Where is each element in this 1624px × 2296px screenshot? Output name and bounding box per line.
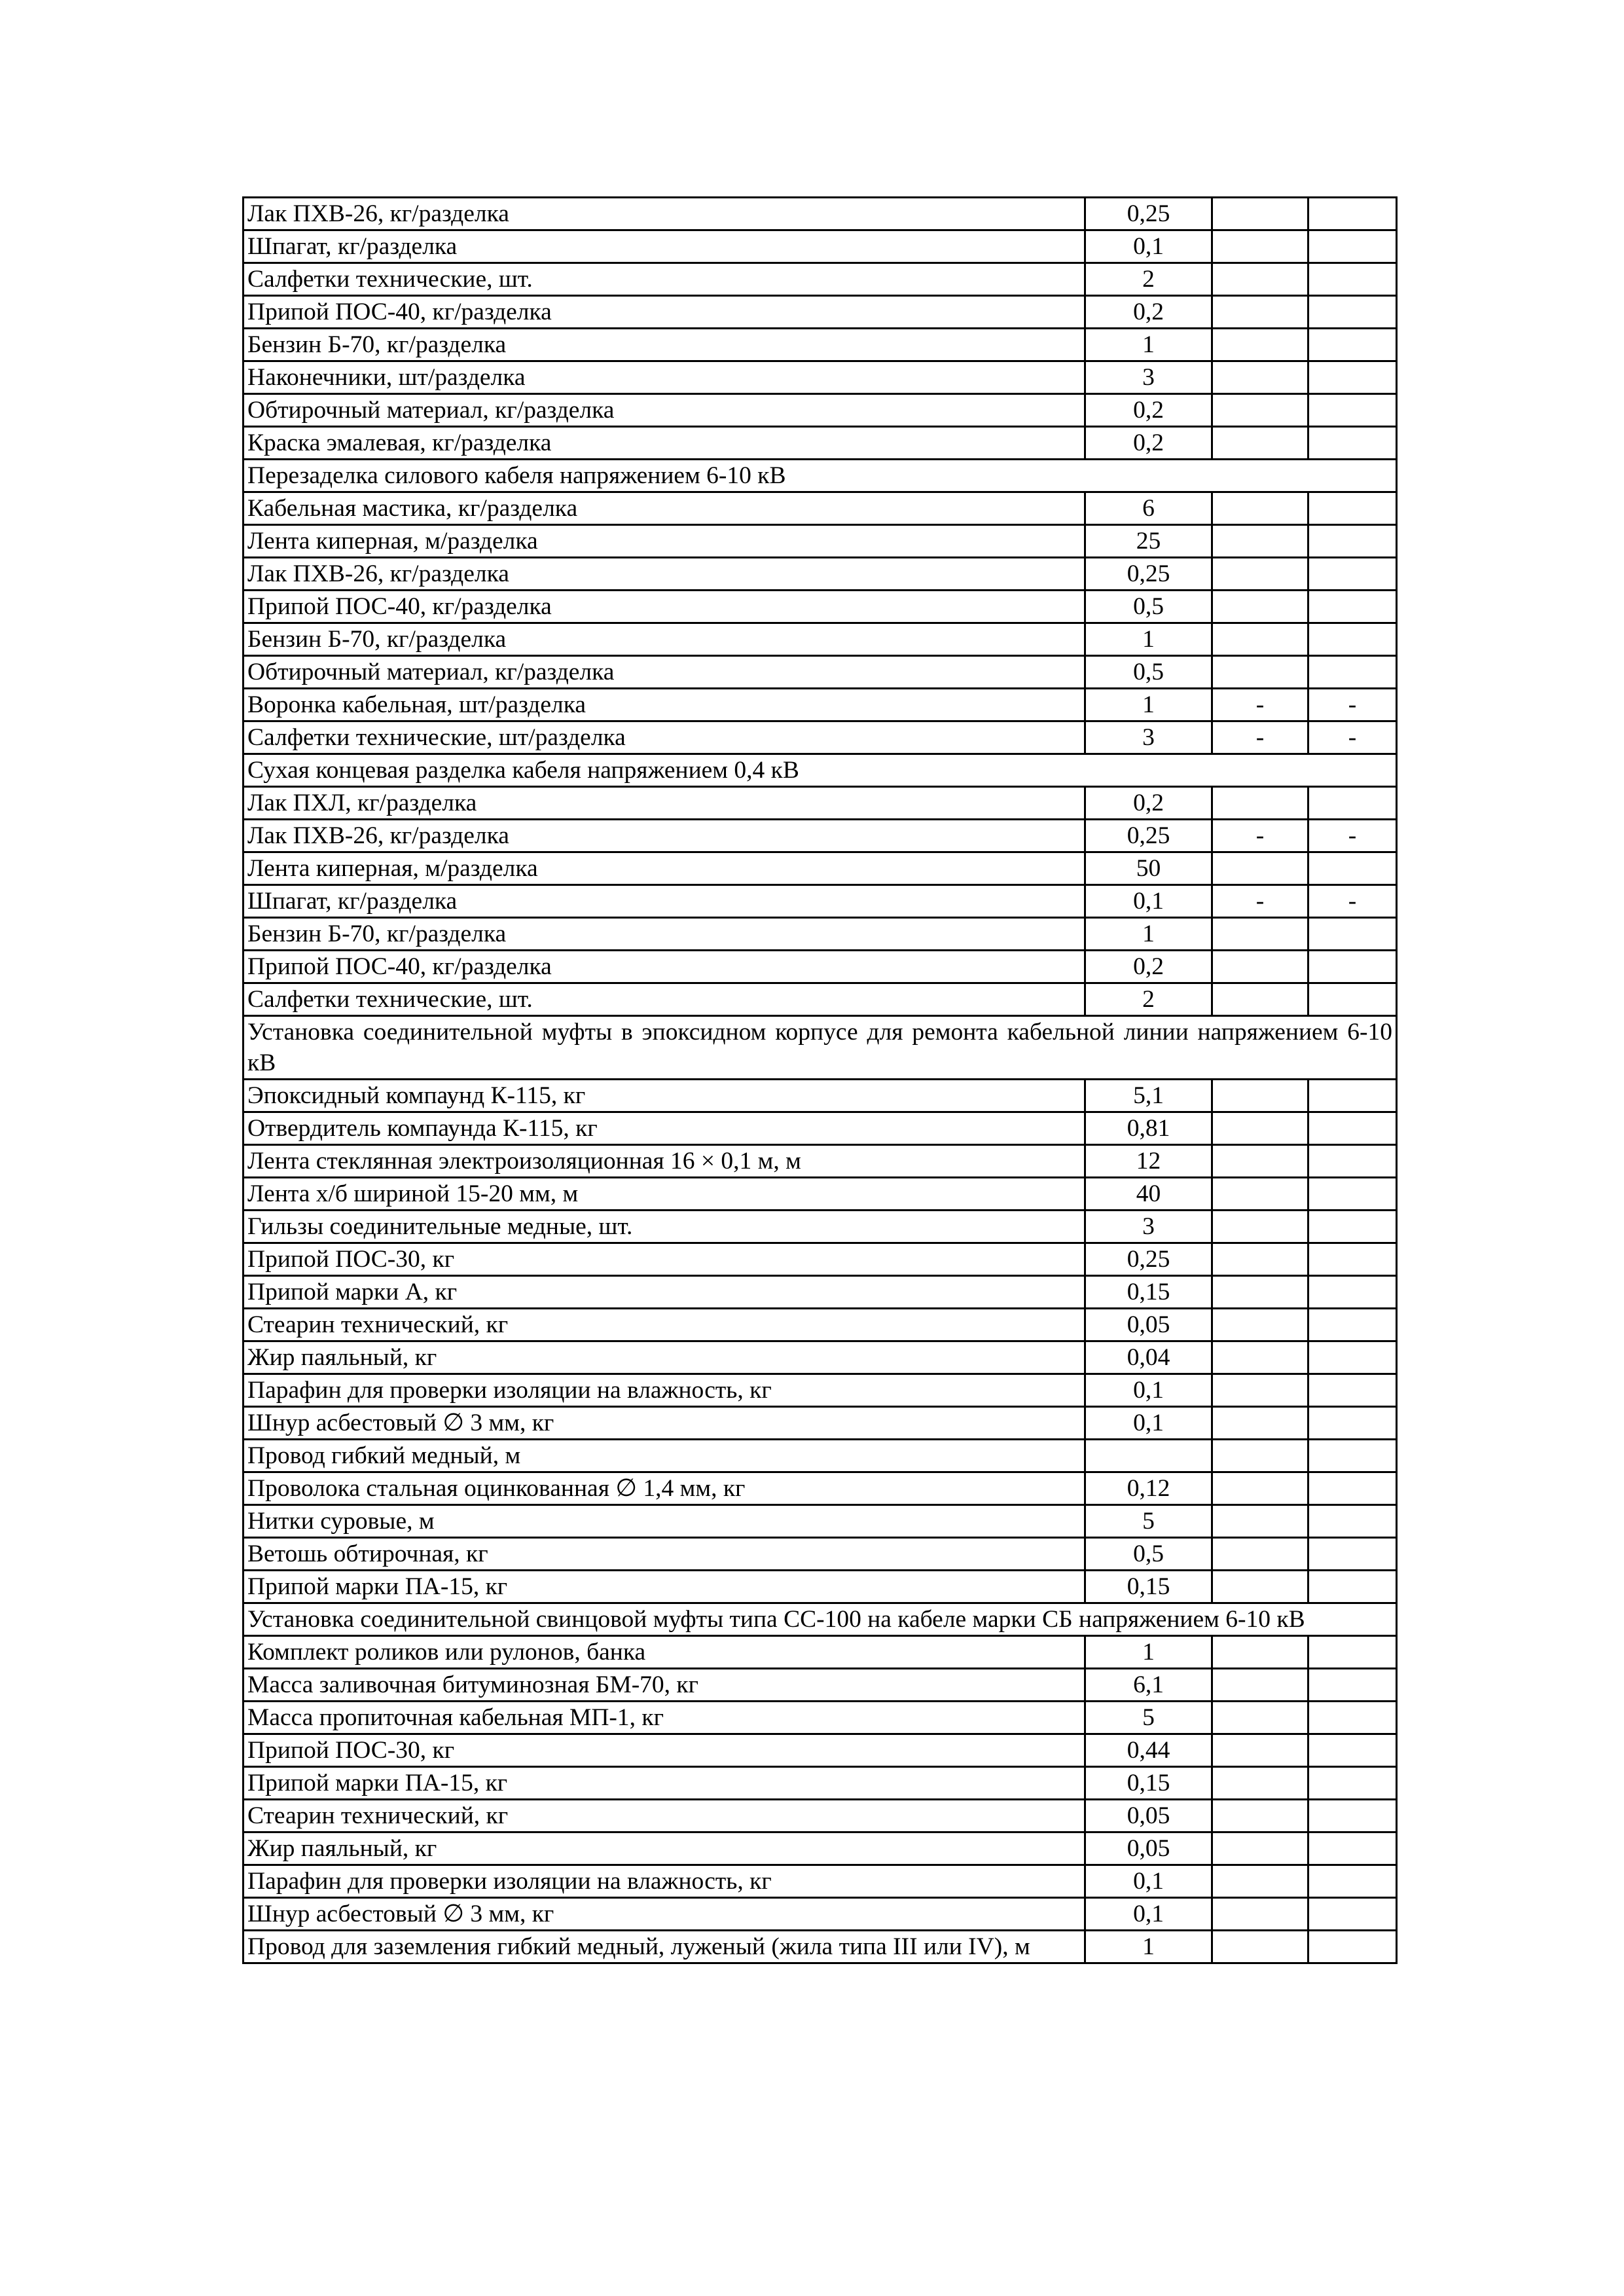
column-3-cell xyxy=(1212,1407,1308,1440)
table-row xyxy=(244,492,1397,525)
quantity-cell xyxy=(1085,1440,1212,1472)
material-name-cell: Эпоксидный компаунд К-115, кг xyxy=(244,1080,1085,1112)
column-4-cell: - xyxy=(1308,885,1397,918)
material-name-cell: Нитки суровые, м xyxy=(244,1505,1085,1538)
column-3-cell xyxy=(1212,1865,1308,1898)
material-name-cell: Лак ПХВ-26, кг/разделка xyxy=(244,820,1085,852)
column-4-cell xyxy=(1308,1440,1397,1472)
table-row xyxy=(244,394,1397,427)
table-row xyxy=(244,721,1397,754)
column-4-cell xyxy=(1308,1832,1397,1865)
column-3-cell xyxy=(1212,1276,1308,1309)
material-name-cell: Жир паяльный, кг xyxy=(244,1341,1085,1374)
column-3-cell xyxy=(1212,558,1308,591)
material-name-cell: Припой ПОС-30, кг xyxy=(244,1734,1085,1767)
materials-table-body xyxy=(244,198,1397,1963)
column-4-cell xyxy=(1308,329,1397,361)
column-4-cell xyxy=(1308,230,1397,263)
quantity-cell: 1 xyxy=(1085,689,1212,721)
table-row xyxy=(244,1571,1397,1603)
column-3-cell: - xyxy=(1212,721,1308,754)
material-name-cell: Лак ПХВ-26, кг/разделка xyxy=(244,198,1085,230)
column-3-cell xyxy=(1212,1112,1308,1145)
quantity-cell: 0,2 xyxy=(1085,427,1212,460)
column-3-cell xyxy=(1212,1931,1308,1963)
quantity-cell: 0,2 xyxy=(1085,394,1212,427)
material-name-cell: Припой ПОС-30, кг xyxy=(244,1243,1085,1276)
column-3-cell xyxy=(1212,852,1308,885)
material-name-cell: Лак ПХВ-26, кг/разделка xyxy=(244,558,1085,591)
table-row xyxy=(244,296,1397,329)
quantity-cell: 0,15 xyxy=(1085,1767,1212,1800)
quantity-cell: 3 xyxy=(1085,361,1212,394)
material-name-cell: Припой марки ПА-15, кг xyxy=(244,1571,1085,1603)
table-row xyxy=(244,558,1397,591)
table-row xyxy=(244,525,1397,558)
section-title: Установка соединительной свинцовой муфты типа СС-100 на кабеле марки СБ напряжением 6-10 кВ xyxy=(244,1603,1397,1636)
material-name-cell: Масса пропиточная кабельная МП-1, кг xyxy=(244,1702,1085,1734)
column-3-cell xyxy=(1212,1767,1308,1800)
column-3-cell xyxy=(1212,296,1308,329)
quantity-cell: 0,1 xyxy=(1085,1865,1212,1898)
table-row xyxy=(244,787,1397,820)
material-name-cell: Шнур асбестовый ∅ 3 мм, кг xyxy=(244,1898,1085,1931)
table-row xyxy=(244,1112,1397,1145)
column-4-cell xyxy=(1308,1931,1397,1963)
column-3-cell xyxy=(1212,1472,1308,1505)
table-row xyxy=(244,1407,1397,1440)
column-3-cell xyxy=(1212,918,1308,951)
table-row xyxy=(244,852,1397,885)
quantity-cell: 0,05 xyxy=(1085,1309,1212,1341)
quantity-cell: 25 xyxy=(1085,525,1212,558)
column-4-cell xyxy=(1308,852,1397,885)
quantity-cell: 1 xyxy=(1085,1636,1212,1669)
column-3-cell xyxy=(1212,361,1308,394)
column-3-cell xyxy=(1212,591,1308,623)
column-4-cell xyxy=(1308,1865,1397,1898)
column-3-cell xyxy=(1212,1374,1308,1407)
material-name-cell: Шнур асбестовый ∅ 3 мм, кг xyxy=(244,1407,1085,1440)
table-row xyxy=(244,1145,1397,1178)
quantity-cell: 0,5 xyxy=(1085,656,1212,689)
quantity-cell: 0,05 xyxy=(1085,1800,1212,1832)
table-row xyxy=(244,689,1397,721)
table-row xyxy=(244,1080,1397,1112)
table-row xyxy=(244,361,1397,394)
material-name-cell: Отвердитель компаунда К-115, кг xyxy=(244,1112,1085,1145)
column-3-cell xyxy=(1212,623,1308,656)
column-4-cell xyxy=(1308,394,1397,427)
quantity-cell: 1 xyxy=(1085,918,1212,951)
column-3-cell xyxy=(1212,525,1308,558)
column-4-cell xyxy=(1308,1407,1397,1440)
material-name-cell: Парафин для проверки изоляции на влажность, кг xyxy=(244,1865,1085,1898)
quantity-cell: 0,04 xyxy=(1085,1341,1212,1374)
column-4-cell: - xyxy=(1308,689,1397,721)
column-4-cell xyxy=(1308,1636,1397,1669)
column-4-cell xyxy=(1308,361,1397,394)
column-3-cell xyxy=(1212,394,1308,427)
column-4-cell: - xyxy=(1308,721,1397,754)
column-4-cell xyxy=(1308,1112,1397,1145)
column-4-cell xyxy=(1308,1341,1397,1374)
table-row xyxy=(244,1636,1397,1669)
column-3-cell xyxy=(1212,329,1308,361)
column-3-cell xyxy=(1212,787,1308,820)
quantity-cell: 50 xyxy=(1085,852,1212,885)
column-4-cell: - xyxy=(1308,820,1397,852)
material-name-cell: Провод гибкий медный, м xyxy=(244,1440,1085,1472)
column-3-cell xyxy=(1212,1243,1308,1276)
section-title: Установка соединительной муфты в эпоксидном корпусе для ремонта кабельной линии напряжением 6-10 кВ xyxy=(244,1016,1397,1080)
column-4-cell xyxy=(1308,1538,1397,1571)
column-3-cell xyxy=(1212,427,1308,460)
table-row xyxy=(244,1276,1397,1309)
table-row xyxy=(244,1374,1397,1407)
table-row xyxy=(244,1309,1397,1341)
material-name-cell: Гильзы соединительные медные, шт. xyxy=(244,1211,1085,1243)
table-row xyxy=(244,918,1397,951)
column-3-cell xyxy=(1212,1702,1308,1734)
table-row xyxy=(244,329,1397,361)
column-4-cell xyxy=(1308,1472,1397,1505)
table-row xyxy=(244,263,1397,296)
quantity-cell: 0,1 xyxy=(1085,1407,1212,1440)
material-name-cell: Обтирочный материал, кг/разделка xyxy=(244,394,1085,427)
material-name-cell: Припой ПОС-40, кг/разделка xyxy=(244,296,1085,329)
material-name-cell: Жир паяльный, кг xyxy=(244,1832,1085,1865)
column-4-cell xyxy=(1308,1276,1397,1309)
quantity-cell: 0,25 xyxy=(1085,558,1212,591)
material-name-cell: Бензин Б-70, кг/разделка xyxy=(244,329,1085,361)
quantity-cell: 0,2 xyxy=(1085,951,1212,983)
section-header-row xyxy=(244,1016,1397,1080)
column-3-cell xyxy=(1212,1341,1308,1374)
table-row xyxy=(244,1865,1397,1898)
material-name-cell: Припой марки А, кг xyxy=(244,1276,1085,1309)
column-3-cell xyxy=(1212,1178,1308,1211)
table-row xyxy=(244,656,1397,689)
quantity-cell: 2 xyxy=(1085,263,1212,296)
material-name-cell: Салфетки технические, шт. xyxy=(244,983,1085,1016)
material-name-cell: Бензин Б-70, кг/разделка xyxy=(244,918,1085,951)
table-row xyxy=(244,1505,1397,1538)
table-row xyxy=(244,198,1397,230)
column-3-cell xyxy=(1212,983,1308,1016)
column-4-cell xyxy=(1308,1734,1397,1767)
column-4-cell xyxy=(1308,1145,1397,1178)
column-4-cell xyxy=(1308,983,1397,1016)
column-3-cell xyxy=(1212,198,1308,230)
material-name-cell: Салфетки технические, шт/разделка xyxy=(244,721,1085,754)
column-4-cell xyxy=(1308,263,1397,296)
column-3-cell xyxy=(1212,230,1308,263)
quantity-cell: 0,2 xyxy=(1085,787,1212,820)
column-3-cell xyxy=(1212,1734,1308,1767)
column-3-cell xyxy=(1212,1636,1308,1669)
quantity-cell: 0,12 xyxy=(1085,1472,1212,1505)
quantity-cell: 3 xyxy=(1085,1211,1212,1243)
column-3-cell xyxy=(1212,1440,1308,1472)
material-name-cell: Припой ПОС-40, кг/разделка xyxy=(244,951,1085,983)
table-row xyxy=(244,1472,1397,1505)
column-4-cell xyxy=(1308,656,1397,689)
table-row xyxy=(244,1211,1397,1243)
material-name-cell: Лента стеклянная электроизоляционная 16 × 0,1 м, м xyxy=(244,1145,1085,1178)
table-row xyxy=(244,1538,1397,1571)
material-name-cell: Лак ПХЛ, кг/разделка xyxy=(244,787,1085,820)
column-4-cell xyxy=(1308,951,1397,983)
table-row xyxy=(244,1898,1397,1931)
column-3-cell xyxy=(1212,1538,1308,1571)
column-3-cell xyxy=(1212,1145,1308,1178)
table-row xyxy=(244,983,1397,1016)
quantity-cell: 5 xyxy=(1085,1505,1212,1538)
quantity-cell: 6 xyxy=(1085,492,1212,525)
material-name-cell: Масса заливочная битуминозная БМ-70, кг xyxy=(244,1669,1085,1702)
quantity-cell: 2 xyxy=(1085,983,1212,1016)
column-4-cell xyxy=(1308,1505,1397,1538)
table-row xyxy=(244,427,1397,460)
section-title: Перезаделка силового кабеля напряжением 6-10 кВ xyxy=(244,460,1397,492)
table-row xyxy=(244,1243,1397,1276)
table-row xyxy=(244,1702,1397,1734)
section-header-row xyxy=(244,460,1397,492)
column-3-cell: - xyxy=(1212,885,1308,918)
column-3-cell xyxy=(1212,1800,1308,1832)
material-name-cell: Бензин Б-70, кг/разделка xyxy=(244,623,1085,656)
column-3-cell xyxy=(1212,1309,1308,1341)
column-4-cell xyxy=(1308,1898,1397,1931)
column-4-cell xyxy=(1308,296,1397,329)
column-4-cell xyxy=(1308,1767,1397,1800)
column-4-cell xyxy=(1308,198,1397,230)
quantity-cell: 1 xyxy=(1085,623,1212,656)
column-3-cell xyxy=(1212,656,1308,689)
table-row xyxy=(244,1800,1397,1832)
column-4-cell xyxy=(1308,1309,1397,1341)
quantity-cell: 3 xyxy=(1085,721,1212,754)
column-4-cell xyxy=(1308,1178,1397,1211)
column-3-cell xyxy=(1212,492,1308,525)
column-4-cell xyxy=(1308,427,1397,460)
table-row xyxy=(244,1440,1397,1472)
material-name-cell: Лента киперная, м/разделка xyxy=(244,525,1085,558)
column-4-cell xyxy=(1308,1702,1397,1734)
quantity-cell: 0,44 xyxy=(1085,1734,1212,1767)
quantity-cell: 40 xyxy=(1085,1178,1212,1211)
quantity-cell: 1 xyxy=(1085,1931,1212,1963)
material-name-cell: Воронка кабельная, шт/разделка xyxy=(244,689,1085,721)
column-4-cell xyxy=(1308,525,1397,558)
material-name-cell: Припой марки ПА-15, кг xyxy=(244,1767,1085,1800)
quantity-cell: 0,1 xyxy=(1085,1374,1212,1407)
material-name-cell: Краска эмалевая, кг/разделка xyxy=(244,427,1085,460)
column-4-cell xyxy=(1308,1800,1397,1832)
table-row xyxy=(244,1832,1397,1865)
table-row xyxy=(244,951,1397,983)
table-row xyxy=(244,591,1397,623)
quantity-cell: 0,05 xyxy=(1085,1832,1212,1865)
column-3-cell xyxy=(1212,1898,1308,1931)
material-name-cell: Провод для заземления гибкий медный, луженый (жила типа III или IV), м xyxy=(244,1931,1085,1963)
column-4-cell xyxy=(1308,787,1397,820)
quantity-cell: 1 xyxy=(1085,329,1212,361)
quantity-cell: 5 xyxy=(1085,1702,1212,1734)
column-3-cell xyxy=(1212,1505,1308,1538)
column-4-cell xyxy=(1308,918,1397,951)
column-3-cell xyxy=(1212,263,1308,296)
materials-table xyxy=(242,196,1398,1964)
table-row xyxy=(244,1669,1397,1702)
table-row xyxy=(244,1178,1397,1211)
section-header-row xyxy=(244,1603,1397,1636)
material-name-cell: Проволока стальная оцинкованная ∅ 1,4 мм, кг xyxy=(244,1472,1085,1505)
table-row xyxy=(244,1341,1397,1374)
column-3-cell: - xyxy=(1212,689,1308,721)
quantity-cell: 0,15 xyxy=(1085,1571,1212,1603)
quantity-cell: 6,1 xyxy=(1085,1669,1212,1702)
quantity-cell: 0,2 xyxy=(1085,296,1212,329)
column-3-cell xyxy=(1212,1571,1308,1603)
quantity-cell: 0,25 xyxy=(1085,820,1212,852)
material-name-cell: Салфетки технические, шт. xyxy=(244,263,1085,296)
quantity-cell: 0,5 xyxy=(1085,1538,1212,1571)
table-row xyxy=(244,1734,1397,1767)
column-4-cell xyxy=(1308,591,1397,623)
section-header-row xyxy=(244,754,1397,787)
material-name-cell: Ветошь обтирочная, кг xyxy=(244,1538,1085,1571)
material-name-cell: Шпагат, кг/разделка xyxy=(244,885,1085,918)
material-name-cell: Лента киперная, м/разделка xyxy=(244,852,1085,885)
column-4-cell xyxy=(1308,1080,1397,1112)
material-name-cell: Лента х/б шириной 15-20 мм, м xyxy=(244,1178,1085,1211)
table-row xyxy=(244,820,1397,852)
material-name-cell: Шпагат, кг/разделка xyxy=(244,230,1085,263)
material-name-cell: Припой ПОС-40, кг/разделка xyxy=(244,591,1085,623)
column-4-cell xyxy=(1308,623,1397,656)
material-name-cell: Комплект роликов или рулонов, банка xyxy=(244,1636,1085,1669)
material-name-cell: Кабельная мастика, кг/разделка xyxy=(244,492,1085,525)
quantity-cell: 0,15 xyxy=(1085,1276,1212,1309)
material-name-cell: Парафин для проверки изоляции на влажность, кг xyxy=(244,1374,1085,1407)
column-4-cell xyxy=(1308,1211,1397,1243)
material-name-cell: Наконечники, шт/разделка xyxy=(244,361,1085,394)
column-4-cell xyxy=(1308,492,1397,525)
column-4-cell xyxy=(1308,1374,1397,1407)
quantity-cell: 0,25 xyxy=(1085,198,1212,230)
table-row xyxy=(244,1767,1397,1800)
quantity-cell: 0,1 xyxy=(1085,885,1212,918)
column-4-cell xyxy=(1308,1243,1397,1276)
column-3-cell: - xyxy=(1212,820,1308,852)
quantity-cell: 0,1 xyxy=(1085,230,1212,263)
column-3-cell xyxy=(1212,1211,1308,1243)
column-4-cell xyxy=(1308,1571,1397,1603)
column-4-cell xyxy=(1308,558,1397,591)
table-row xyxy=(244,885,1397,918)
column-3-cell xyxy=(1212,1832,1308,1865)
quantity-cell: 0,25 xyxy=(1085,1243,1212,1276)
quantity-cell: 0,81 xyxy=(1085,1112,1212,1145)
quantity-cell: 12 xyxy=(1085,1145,1212,1178)
column-3-cell xyxy=(1212,1080,1308,1112)
material-name-cell: Стеарин технический, кг xyxy=(244,1309,1085,1341)
material-name-cell: Обтирочный материал, кг/разделка xyxy=(244,656,1085,689)
table-row xyxy=(244,230,1397,263)
quantity-cell: 0,1 xyxy=(1085,1898,1212,1931)
quantity-cell: 0,5 xyxy=(1085,591,1212,623)
section-title: Сухая концевая разделка кабеля напряжением 0,4 кВ xyxy=(244,754,1397,787)
quantity-cell: 5,1 xyxy=(1085,1080,1212,1112)
table-row xyxy=(244,623,1397,656)
column-4-cell xyxy=(1308,1669,1397,1702)
column-3-cell xyxy=(1212,951,1308,983)
column-3-cell xyxy=(1212,1669,1308,1702)
material-name-cell: Стеарин технический, кг xyxy=(244,1800,1085,1832)
table-row xyxy=(244,1931,1397,1963)
